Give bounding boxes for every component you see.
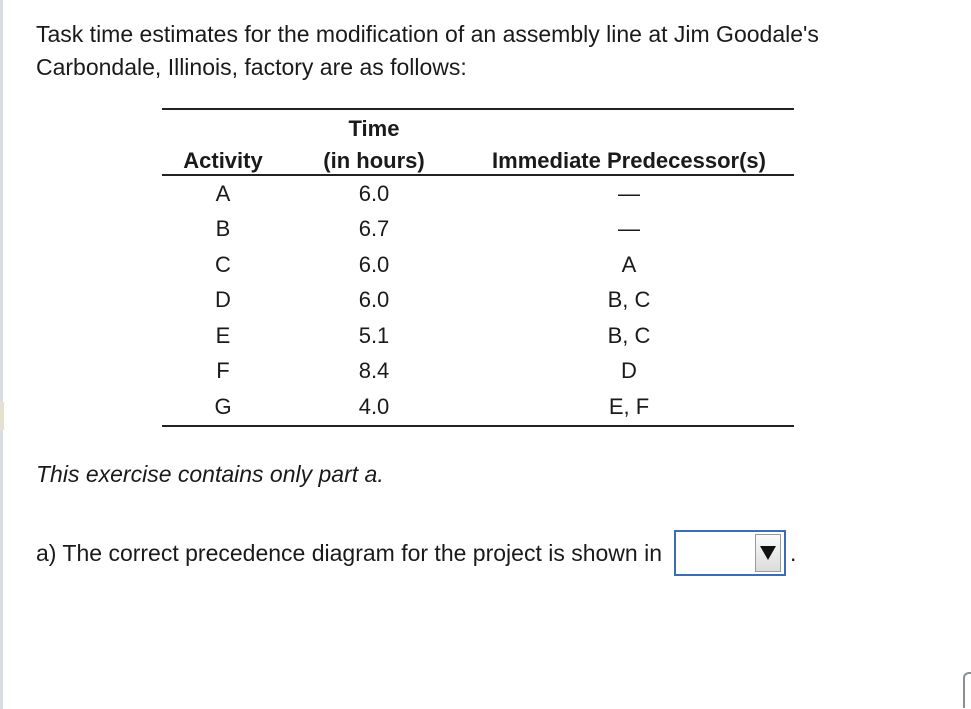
cell-activity: F bbox=[216, 358, 230, 384]
header-activity: Activity bbox=[162, 142, 284, 175]
task-time-table bbox=[162, 108, 794, 427]
cell-predecessor: — bbox=[618, 180, 640, 206]
cell-time: 4.0 bbox=[284, 389, 464, 426]
cell-predecessor: — bbox=[618, 216, 640, 242]
table-row bbox=[162, 212, 794, 248]
intro-line-1: Task time estimates for the modification of an assembly line at Jim Goodale's bbox=[36, 21, 819, 47]
table-row bbox=[162, 354, 794, 390]
cell-time: 6.0 bbox=[358, 251, 390, 277]
dropdown-arrow-button[interactable] bbox=[755, 534, 781, 572]
table-row bbox=[162, 318, 794, 354]
header-spacer-predecessor bbox=[464, 109, 794, 142]
cell-time: 6.0 bbox=[358, 287, 390, 313]
cell-predecessor: B, C bbox=[607, 322, 651, 348]
question-period: . bbox=[790, 539, 797, 566]
table-row bbox=[162, 247, 794, 283]
left-edge-marker bbox=[0, 402, 4, 430]
cell-activity: G bbox=[162, 389, 284, 426]
table-row bbox=[162, 283, 794, 319]
table-header-row-top bbox=[162, 109, 794, 142]
cell-predecessor: A bbox=[621, 251, 637, 277]
intro-text bbox=[36, 18, 946, 84]
cell-activity: E bbox=[215, 322, 231, 348]
cell-predecessor: B, C bbox=[607, 287, 651, 313]
cell-activity: C bbox=[215, 251, 231, 277]
table-row bbox=[162, 175, 794, 212]
answer-dropdown[interactable] bbox=[674, 530, 786, 576]
corner-bracket bbox=[963, 672, 971, 708]
intro-line-2: Carbondale, Illinois, factory are as follows: bbox=[36, 54, 467, 80]
question-text: a) The correct precedence diagram for the project is shown in bbox=[36, 539, 662, 566]
table-header-row-bottom bbox=[162, 142, 794, 175]
header-time-top: Time bbox=[284, 109, 464, 142]
header-predecessor: Immediate Predecessor(s) bbox=[464, 142, 794, 175]
cell-time: 6.0 bbox=[358, 180, 390, 206]
caret-down-icon bbox=[760, 546, 776, 560]
exercise-note: This exercise contains only part a. bbox=[36, 461, 384, 487]
header-spacer-activity bbox=[162, 109, 284, 142]
cell-activity: B bbox=[215, 216, 231, 242]
cell-time: 6.7 bbox=[358, 216, 390, 242]
cell-time: 8.4 bbox=[358, 358, 390, 384]
cell-predecessor: D bbox=[621, 358, 637, 384]
table-row bbox=[162, 389, 794, 426]
cell-activity: D bbox=[215, 287, 231, 313]
cell-time: 5.1 bbox=[358, 322, 390, 348]
header-time-bottom: (in hours) bbox=[284, 142, 464, 175]
left-edge-border bbox=[0, 0, 3, 709]
cell-predecessor: E, F bbox=[464, 389, 794, 426]
task-time-table-wrapper bbox=[162, 108, 794, 427]
question-a bbox=[36, 530, 796, 576]
cell-activity: A bbox=[215, 180, 231, 206]
